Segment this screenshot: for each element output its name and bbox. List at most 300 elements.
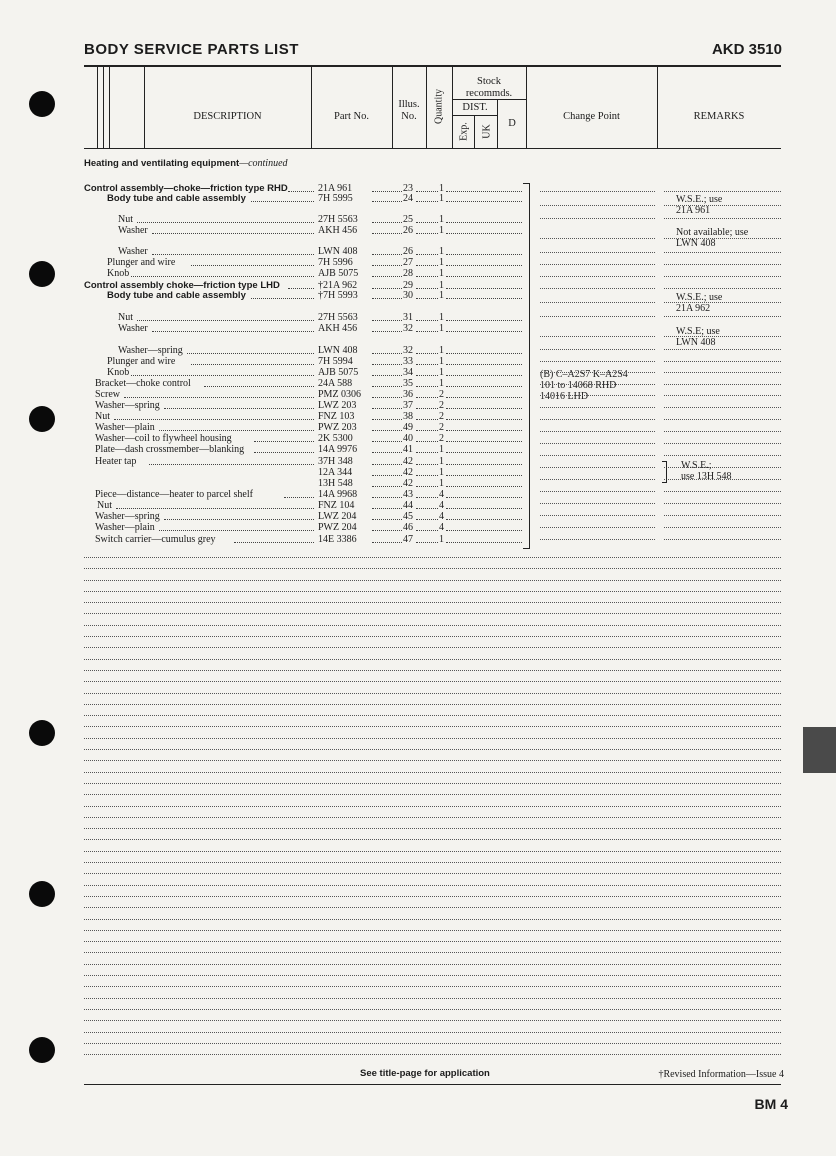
illus-number: 40 [403,433,413,444]
part-description: Washer—coil to flywheel housing [95,433,232,444]
leader-dots [446,353,522,354]
form-line [84,647,781,648]
leader-dots [446,530,522,531]
form-line [84,670,781,671]
remark-line [540,515,655,516]
column-divider [144,67,145,148]
leader-dots [446,397,522,398]
part-description: Plate—dash crossmember—blanking [95,444,245,455]
form-line [84,964,781,965]
leader-dots [124,397,314,398]
part-description: Nut [118,214,133,225]
leader-dots [446,233,522,234]
form-line [84,693,781,694]
leader-dots [159,530,314,531]
remark-line [664,491,781,492]
part-description: Washer—spring [95,400,160,411]
part-description: Nut [95,411,110,422]
part-description: Washer—plain [95,422,155,433]
leader-dots [372,233,402,234]
quantity: 1 [439,444,444,455]
col-d: D [508,118,516,129]
remark-line [664,431,781,432]
remark-line [540,316,655,317]
remark-line [540,384,655,385]
leader-dots [372,430,402,431]
leader-dots [446,497,522,498]
remark: W.S.E; use LWN 408 [676,326,720,348]
remark-line [540,252,655,253]
column-divider [109,67,110,148]
leader-dots [416,497,438,498]
form-line [84,896,781,897]
form-line [84,1043,781,1044]
leader-dots [416,386,438,387]
column-divider [97,67,98,148]
leader-dots [416,276,438,277]
leader-dots [372,530,402,531]
remark-line [540,205,655,206]
leader-dots [446,475,522,476]
part-number: LWZ 203 [318,400,357,411]
remark-line [540,467,655,468]
remark-line [664,455,781,456]
remark-line [540,191,655,192]
form-line [84,817,781,818]
punch-hole [29,91,55,117]
part-number: †7H 5993 [318,290,358,301]
leader-dots [372,419,402,420]
remark-line [540,503,655,504]
leader-dots [446,191,522,192]
remark-line [664,316,781,317]
part-number: 24A 588 [318,378,353,389]
leader-dots [416,419,438,420]
remark-line [540,336,655,337]
remark-line [664,395,781,396]
col-quantity: Quantity [433,89,445,124]
punch-hole [29,720,55,746]
illus-number: 44 [403,500,413,511]
remark-line [540,302,655,303]
part-description: Washer—spring [95,511,160,522]
illus-number: 42 [403,456,413,467]
remark-line [540,218,655,219]
remark-line [540,349,655,350]
quantity: 2 [439,422,444,433]
leader-dots [254,452,314,453]
punch-hole [29,1037,55,1063]
remark-line [664,384,781,385]
quantity: 4 [439,489,444,500]
leader-dots [416,542,438,543]
part-number: LWZ 204 [318,511,357,522]
leader-dots [372,265,402,266]
leader-dots [416,331,438,332]
part-number: 13H 548 [318,478,353,489]
leader-dots [416,519,438,520]
leader-dots [416,288,438,289]
column-divider [392,67,393,148]
remark-bracket [662,461,667,483]
leader-dots [446,364,522,365]
col-part-no: Part No. [334,111,369,122]
col-exp: Exp. [458,122,470,141]
leader-dots [372,452,402,453]
leader-dots [446,320,522,321]
remark-line [540,238,655,239]
remark-line [540,455,655,456]
leader-dots [254,441,314,442]
part-description: Body tube and cable assembly [107,290,246,301]
illus-number: 47 [403,534,413,545]
leader-dots [372,276,402,277]
part-description: Nut [97,500,112,511]
remark-line [664,218,781,219]
leader-dots [446,542,522,543]
form-line [84,1009,781,1010]
leader-dots [416,375,438,376]
illus-number: 32 [403,345,413,356]
leader-dots [114,419,314,420]
form-line [84,636,781,637]
leader-dots [446,486,522,487]
table-row [0,400,836,411]
leader-dots [191,364,314,365]
illus-number: 38 [403,411,413,422]
form-line [84,613,781,614]
leader-dots [164,408,314,409]
form-line [84,839,781,840]
page-title: BODY SERVICE PARTS LIST [84,41,299,58]
leader-dots [149,464,314,465]
illus-number: 31 [403,312,413,323]
leader-dots [372,201,402,202]
form-line [84,591,781,592]
illus-number: 33 [403,356,413,367]
remark-line [664,407,781,408]
leader-dots [416,222,438,223]
leader-dots [372,475,402,476]
quantity: 1 [439,467,444,478]
leader-dots [131,276,314,277]
illus-number: 43 [403,489,413,500]
illus-number: 42 [403,467,413,478]
leader-dots [116,508,314,509]
remark-line [664,539,781,540]
illus-number: 27 [403,257,413,268]
remark-line [664,527,781,528]
leader-dots [152,254,314,255]
leader-dots [372,288,402,289]
remark-line [664,264,781,265]
part-number: 2K 5300 [318,433,353,444]
remark: Not available; use LWN 408 [676,227,749,249]
form-line [84,998,781,999]
form-line [84,907,781,908]
part-number: FNZ 104 [318,500,355,511]
col-uk: UK [481,124,493,139]
part-number: PWZ 203 [318,422,357,433]
remark-line [664,288,781,289]
remark-line [664,276,781,277]
col-description: DESCRIPTION [193,111,262,122]
remark-line [540,527,655,528]
leader-dots [446,519,522,520]
leader-dots [251,201,314,202]
remark-line [664,191,781,192]
remark-line [540,264,655,265]
remark-line [664,515,781,516]
quantity: 1 [439,345,444,356]
quantity: 2 [439,389,444,400]
form-line [84,738,781,739]
leader-dots [372,542,402,543]
leader-dots [416,254,438,255]
form-line [84,919,781,920]
form-line [84,749,781,750]
leader-dots [416,397,438,398]
leader-dots [372,408,402,409]
leader-dots [372,353,402,354]
leader-dots [187,353,314,354]
leader-dots [288,191,314,192]
form-line [84,568,781,569]
part-description: Washer [118,246,148,257]
form-line [84,806,781,807]
leader-dots [372,497,402,498]
leader-dots [372,191,402,192]
leader-dots [446,331,522,332]
form-line [84,772,781,773]
quantity: 1 [439,268,444,279]
form-line [84,625,781,626]
column-divider [474,115,475,148]
header-bottom-rule [84,148,781,149]
form-line [84,760,781,761]
part-number: 7H 5995 [318,193,353,204]
leader-dots [416,486,438,487]
part-description: Body tube and cable assembly [107,193,246,204]
table-row [0,411,836,422]
illus-number: 36 [403,389,413,400]
leader-dots [446,298,522,299]
form-line [84,828,781,829]
remark-line [540,395,655,396]
part-number: 27H 5563 [318,214,358,225]
leader-dots [251,298,314,299]
form-line [84,1032,781,1033]
part-description: Knob [107,367,130,378]
leader-dots [372,331,402,332]
leader-dots [416,452,438,453]
leader-dots [152,331,314,332]
part-description: Knob [107,268,130,279]
part-number: †21A 962 [318,280,358,291]
part-description: Nut [118,312,133,323]
part-number: 21A 961 [318,183,353,194]
leader-dots [446,441,522,442]
document-code: AKD 3510 [711,41,782,58]
remark: W.S.E.; use 13H 548 [681,460,732,482]
remark-line [540,479,655,480]
leader-dots [372,254,402,255]
col-dist: DIST. [462,102,488,113]
quantity: 4 [439,500,444,511]
leader-dots [416,508,438,509]
leader-dots [191,265,314,266]
part-number: AKH 456 [318,225,358,236]
leader-dots [416,530,438,531]
quantity: 1 [439,193,444,204]
leader-dots [372,519,402,520]
part-number: AJB 5075 [318,268,359,279]
form-line [84,557,781,558]
form-line [84,986,781,987]
leader-dots [416,265,438,266]
illus-number: 25 [403,214,413,225]
leader-dots [416,408,438,409]
part-description: Plunger and wire [107,257,176,268]
leader-dots [416,233,438,234]
part-number: 12A 344 [318,467,353,478]
column-divider [311,67,312,148]
illus-number: 34 [403,367,413,378]
part-number: 27H 5563 [318,312,358,323]
part-number: LWN 408 [318,345,358,356]
form-line [84,794,781,795]
col-stock: Stock recommds. [465,76,513,99]
part-description: Switch carrier—cumulus grey [95,534,216,545]
quantity: 1 [439,225,444,236]
remark-line [540,491,655,492]
leader-dots [416,353,438,354]
part-number: 7H 5994 [318,356,353,367]
quantity: 1 [439,367,444,378]
illus-number: 37 [403,400,413,411]
illus-number: 29 [403,280,413,291]
leader-dots [372,441,402,442]
leader-dots [446,430,522,431]
part-description: Piece—distance—heater to parcel shelf [95,489,253,500]
leader-dots [164,519,314,520]
section-heading: Heating and ventilating equipment—continued [84,158,288,169]
table-row [0,511,836,522]
remark-line [540,276,655,277]
leader-dots [446,452,522,453]
leader-dots [446,276,522,277]
leader-dots [416,430,438,431]
leader-dots [372,508,402,509]
leader-dots [446,201,522,202]
header-top-rule [84,65,781,67]
form-line [84,1054,781,1055]
illus-number: 23 [403,183,413,194]
index-tab [803,727,836,773]
part-number: PMZ 0306 [318,389,362,400]
part-number: 14E 3386 [318,534,357,545]
remark-line [664,443,781,444]
part-number: AJB 5075 [318,367,359,378]
quantity: 1 [439,183,444,194]
part-number: 14A 9976 [318,444,358,455]
form-line [84,862,781,863]
illus-number: 46 [403,522,413,533]
quantity: 2 [439,433,444,444]
part-description: Bracket—choke control [95,378,191,389]
part-description: Washer—spring [118,345,183,356]
form-line [84,659,781,660]
form-line [84,941,781,942]
remark-line [540,372,655,373]
remark-line [540,407,655,408]
form-line [84,885,781,886]
leader-dots [204,386,314,387]
leader-dots [372,486,402,487]
form-line [84,1020,781,1021]
part-description: Control assembly—choke—friction type RHD [84,183,288,194]
part-description: Screw [95,389,120,400]
part-number: 7H 5996 [318,257,353,268]
change-point-text: (B) C–A2S7 K–A2S4 101 to 14068 RHD 14016 LHD [540,369,628,402]
part-description: Washer [118,225,148,236]
part-number: 14A 9968 [318,489,358,500]
illus-number: 24 [403,193,413,204]
leader-dots [446,222,522,223]
leader-dots [416,475,438,476]
change-point-bracket [523,183,530,549]
part-description: Washer [118,323,148,334]
quantity: 1 [439,534,444,545]
leader-dots [372,397,402,398]
leader-dots [416,464,438,465]
leader-dots [137,320,314,321]
leader-dots [372,222,402,223]
leader-dots [152,233,314,234]
remark-line [540,288,655,289]
leader-dots [234,542,314,543]
column-divider [426,67,427,148]
column-divider [452,67,453,148]
remark-line [664,503,781,504]
form-line [84,715,781,716]
table-row [0,444,836,455]
table-row [0,257,836,268]
leader-dots [446,254,522,255]
col-remarks: REMARKS [693,111,745,122]
remark-line [664,349,781,350]
remark: W.S.E.; use 21A 961 [676,194,723,216]
col-change-point: Change Point [563,111,620,122]
form-line [84,851,781,852]
part-description: Control assembly choke—friction type LHD [84,280,280,291]
leader-dots [159,430,314,431]
leader-dots [446,508,522,509]
illus-number: 35 [403,378,413,389]
col-illus: Illus. No. [398,99,420,122]
quantity: 1 [439,257,444,268]
quantity: 2 [439,411,444,422]
leader-dots [446,419,522,420]
quantity: 1 [439,456,444,467]
quantity: 1 [439,323,444,334]
part-description: Washer—plain [95,522,155,533]
remark-line [540,443,655,444]
form-line [84,975,781,976]
leader-dots [416,364,438,365]
table-row [0,500,836,511]
leader-dots [372,364,402,365]
